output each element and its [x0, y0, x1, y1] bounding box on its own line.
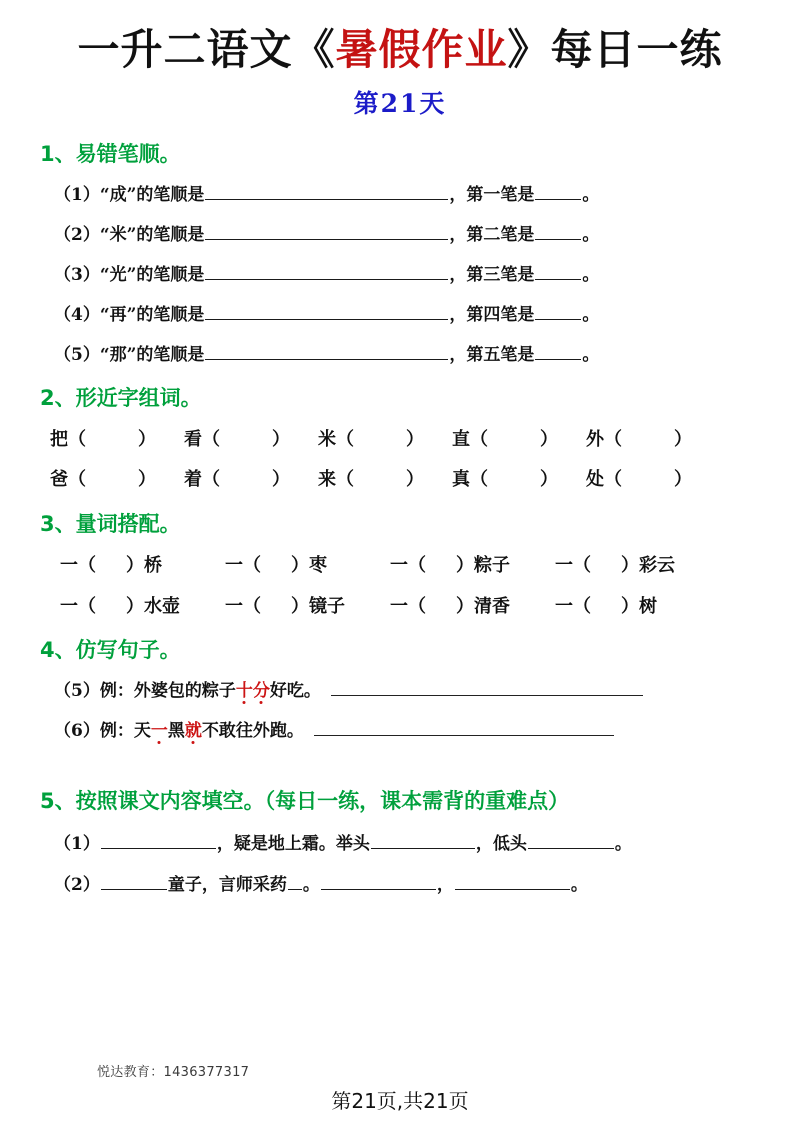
close-paren: ）: [138, 469, 156, 491]
close-paren: ）: [540, 469, 558, 491]
page-title-suffix: 》每日一练: [507, 25, 723, 74]
page-header: [20, 0, 780, 120]
item-number: （6）: [54, 721, 100, 742]
char-label: 处: [586, 469, 604, 491]
item-mid: ，第二笔是: [449, 225, 535, 246]
item-end: 。: [582, 305, 600, 326]
close-paren: ）: [674, 429, 692, 451]
noun-label: 树: [639, 596, 657, 618]
answer-blank-short[interactable]: [535, 224, 581, 240]
page-title-highlight: 暑假作业: [335, 25, 508, 74]
item-mid: ，第一笔是: [449, 185, 535, 206]
text-fill-item: [20, 829, 780, 854]
item-mid: ，第四笔是: [449, 305, 535, 326]
emphasis-char: 就: [185, 716, 202, 741]
answer-blank-short[interactable]: [535, 304, 581, 320]
text-fill-item: [20, 870, 780, 895]
sentence-imitation-list: [20, 676, 780, 741]
open-paren: （: [78, 596, 96, 618]
item-number: （4）: [54, 305, 100, 326]
stroke-order-list: [20, 180, 780, 365]
answer-blank-short[interactable]: [535, 344, 581, 360]
open-paren: （: [408, 596, 426, 618]
stroke-order-item: [20, 340, 780, 365]
answer-blank-long[interactable]: [205, 344, 448, 360]
sentence-part: 黑: [167, 721, 185, 742]
answer-blank-long[interactable]: [205, 224, 448, 240]
similar-chars-row: [50, 425, 780, 451]
open-paren: （: [604, 469, 622, 491]
close-paren: ）: [291, 596, 309, 618]
close-paren: ）: [456, 555, 474, 577]
open-paren: （: [470, 429, 488, 451]
page-footer: [0, 1041, 800, 1131]
poem-blank[interactable]: [528, 833, 614, 849]
sentence-imitation-item: [20, 676, 780, 701]
close-paren: ）: [406, 429, 424, 451]
similar-chars-row: [50, 465, 780, 491]
close-paren: ）: [674, 469, 692, 491]
item-number: （5）: [54, 345, 100, 366]
item-mid: ，第五笔是: [449, 345, 535, 366]
close-paren: ）: [138, 429, 156, 451]
measure-word-cell: [60, 592, 225, 618]
poem-text: 。: [570, 875, 588, 896]
example-label: 例：: [99, 721, 134, 742]
close-paren: ）: [621, 596, 639, 618]
poem-blank[interactable]: [101, 833, 216, 849]
measure-word-cell: [225, 592, 390, 618]
text-fill-list: [20, 829, 780, 895]
section-heading-measure-words: 3、量词搭配。: [40, 512, 181, 537]
noun-label: 水壶: [144, 596, 180, 618]
item-character: “那”: [99, 345, 137, 366]
noun-label: 桥: [144, 555, 162, 577]
item-number: （1）: [54, 185, 100, 206]
item-number: （1）: [54, 834, 100, 855]
item-end: 。: [582, 265, 600, 286]
sentence-imitation-item: [20, 716, 780, 741]
open-paren: （: [573, 555, 591, 577]
close-paren: ）: [272, 429, 290, 451]
measure-word-cell: [555, 592, 720, 618]
sentence-part: 不敢往外跑。: [201, 721, 304, 742]
sentence-part: 好吃。: [269, 681, 321, 702]
item-number: （2）: [54, 875, 100, 896]
similar-char-cell: [452, 425, 586, 451]
open-paren: （: [78, 555, 96, 577]
answer-blank-long[interactable]: [205, 184, 448, 200]
close-paren: ）: [456, 596, 474, 618]
answer-blank-long[interactable]: [205, 304, 448, 320]
poem-blank[interactable]: [288, 874, 302, 890]
item-prompt: 的笔顺是: [136, 225, 205, 246]
section-heading-text-fill: 5、按照课文内容填空。（每日一练，课本需背的重难点）: [40, 789, 570, 814]
close-paren: ）: [406, 469, 424, 491]
poem-blank[interactable]: [101, 874, 167, 890]
item-character: “再”: [99, 305, 137, 326]
numeral-label: 一: [225, 596, 243, 618]
page-title: [20, 26, 780, 74]
measure-word-cell: [60, 551, 225, 577]
numeral-label: 一: [60, 596, 78, 618]
item-character: “米”: [99, 225, 137, 246]
char-label: 外: [586, 429, 604, 451]
close-paren: ）: [621, 555, 639, 577]
similar-char-cell: [184, 425, 318, 451]
numeral-label: 一: [390, 555, 408, 577]
similar-char-cell: [586, 465, 720, 491]
item-character: “光”: [99, 265, 137, 286]
similar-char-cell: [318, 465, 452, 491]
item-end: 。: [582, 185, 600, 206]
measure-word-cell: [390, 551, 555, 577]
similar-char-cell: [184, 465, 318, 491]
close-paren: ）: [272, 469, 290, 491]
answer-rule[interactable]: [331, 683, 643, 696]
stroke-order-item: [20, 300, 780, 325]
poem-text: ，疑是地上霜。举头: [216, 834, 370, 855]
measure-words-row: [60, 551, 780, 577]
emphasis-char: 一: [151, 716, 168, 741]
open-paren: （: [408, 555, 426, 577]
open-paren: （: [243, 596, 261, 618]
numeral-label: 一: [60, 555, 78, 577]
noun-label: 枣: [309, 555, 327, 577]
measure-word-cell: [225, 551, 390, 577]
poem-text: ，低头: [475, 834, 527, 855]
item-prompt: 的笔顺是: [136, 265, 205, 286]
char-label: 来: [318, 469, 336, 491]
open-paren: （: [243, 555, 261, 577]
example-label: 例：: [99, 681, 134, 702]
stroke-order-item: [20, 180, 780, 205]
noun-label: 彩云: [639, 555, 675, 577]
sentence-part: 外婆包的粽子: [133, 681, 236, 702]
numeral-label: 一: [390, 596, 408, 618]
numeral-label: 一: [555, 555, 573, 577]
page-title-prefix: 一升二语文《: [77, 25, 336, 74]
noun-label: 粽子: [474, 555, 510, 577]
item-number: （3）: [54, 265, 100, 286]
section-heading-sentence-imitation: 4、仿写句子。: [40, 638, 181, 663]
day-label: 第21天: [353, 89, 447, 119]
char-label: 米: [318, 429, 336, 451]
similar-char-cell: [318, 425, 452, 451]
item-prompt: 的笔顺是: [136, 185, 205, 206]
open-paren: （: [68, 429, 86, 451]
measure-word-cell: [555, 551, 720, 577]
similar-chars-grid: [20, 425, 780, 491]
char-label: 看: [184, 429, 202, 451]
answer-rule[interactable]: [314, 723, 614, 736]
watermark-label: 悦达教育：1436377317: [97, 1065, 250, 1080]
item-prompt: 的笔顺是: [136, 345, 205, 366]
close-paren: ）: [126, 555, 144, 577]
item-character: “成”: [99, 185, 137, 206]
poem-blank[interactable]: [321, 874, 436, 890]
open-paren: （: [573, 596, 591, 618]
open-paren: （: [470, 469, 488, 491]
open-paren: （: [336, 429, 354, 451]
poem-blank[interactable]: [371, 833, 475, 849]
open-paren: （: [202, 469, 220, 491]
char-label: 真: [452, 469, 470, 491]
close-paren: ）: [126, 596, 144, 618]
emphasis-char: 分: [253, 676, 270, 701]
char-label: 直: [452, 429, 470, 451]
page-number-label: 第21页,共21页: [331, 1089, 469, 1113]
open-paren: （: [68, 469, 86, 491]
similar-char-cell: [586, 425, 720, 451]
measure-words-row: [60, 592, 780, 618]
item-end: 。: [582, 345, 600, 366]
section-heading-stroke-order: 1、易错笔顺。: [40, 142, 181, 167]
poem-text: ，: [436, 875, 454, 896]
item-mid: ，第三笔是: [449, 265, 535, 286]
answer-blank-long[interactable]: [205, 264, 448, 280]
item-number: （2）: [54, 225, 100, 246]
open-paren: （: [202, 429, 220, 451]
numeral-label: 一: [225, 555, 243, 577]
item-number: （5）: [54, 681, 100, 702]
char-label: 把: [50, 429, 68, 451]
section-heading-similar-chars: 2、形近字组词。: [40, 386, 202, 411]
close-paren: ）: [291, 555, 309, 577]
stroke-order-item: [20, 260, 780, 285]
char-label: 着: [184, 469, 202, 491]
similar-char-cell: [452, 465, 586, 491]
emphasis-char: 十: [236, 676, 253, 701]
poem-text: 童子，言师采药: [167, 875, 287, 896]
stroke-order-item: [20, 220, 780, 245]
open-paren: （: [336, 469, 354, 491]
close-paren: ）: [540, 429, 558, 451]
measure-word-cell: [390, 592, 555, 618]
sentence-part: 天: [133, 721, 151, 742]
char-label: 爸: [50, 469, 68, 491]
similar-char-cell: [50, 425, 184, 451]
answer-blank-short[interactable]: [535, 184, 581, 200]
answer-blank-short[interactable]: [535, 264, 581, 280]
poem-text: 。: [614, 834, 632, 855]
item-prompt: 的笔顺是: [136, 305, 205, 326]
measure-words-grid: [20, 551, 780, 618]
similar-char-cell: [50, 465, 184, 491]
noun-label: 清香: [474, 596, 510, 618]
open-paren: （: [604, 429, 622, 451]
poem-blank[interactable]: [455, 874, 570, 890]
poem-text: 。: [302, 875, 320, 896]
numeral-label: 一: [555, 596, 573, 618]
item-end: 。: [582, 225, 600, 246]
noun-label: 镜子: [309, 596, 345, 618]
